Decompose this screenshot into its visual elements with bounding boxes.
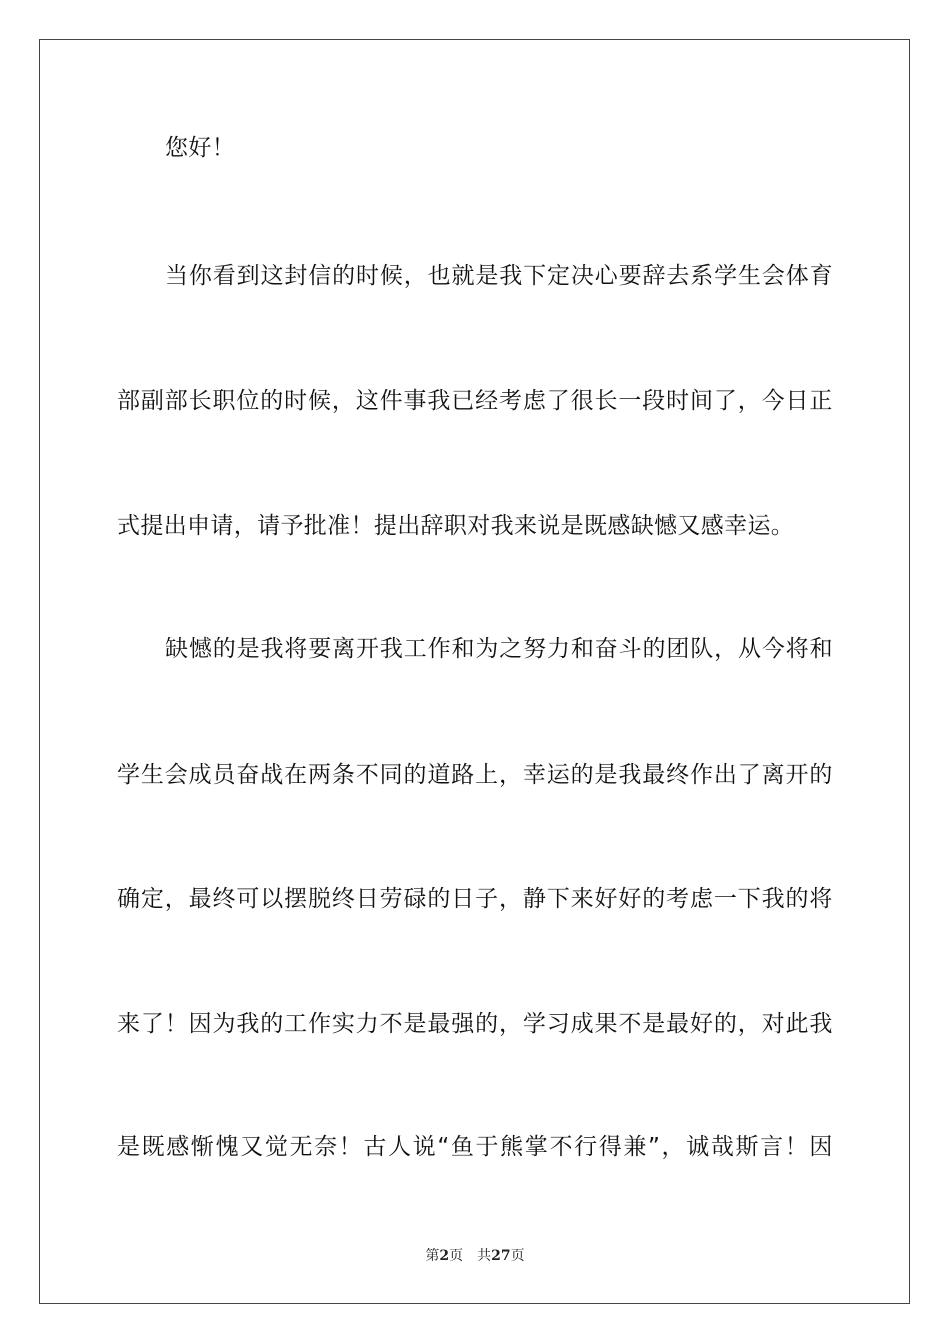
body-line-1: 当 你 看 到 这 封 信 的 时 候 ， 也 就 是 我 下 定 决 心 要 辞 去 系 学 生 会 体 育 [165, 263, 833, 289]
page-suffix: 页 [449, 1248, 464, 1264]
page-prefix: 第 [425, 1248, 440, 1264]
body-line-3: 式提出申请，请予批准！提出辞职对我来说是既感缺憾又感幸运。 [117, 513, 795, 539]
body-line-5: 学 生 会 成 员 奋 战 在 两 条 不 同 的 道 路 上 ， 幸 运 的 是 我 最 终 作 出 了 离 开 的 [117, 762, 833, 788]
total-prefix: 共 [477, 1248, 492, 1264]
page-number: 2 [439, 1248, 450, 1264]
body-line-2: 部 副 部 长 职 位 的 时 候 ， 这 件 事 我 已 经 考 虑 了 很 长 一 段 时 间 了 ， 今 日 正 [117, 388, 833, 414]
page-footer [0, 1246, 950, 1266]
total-pages: 27 [491, 1248, 511, 1264]
total-suffix: 页 [510, 1248, 525, 1264]
body-line-6: 确 定 ， 最 终 可 以 摆 脱 终 日 劳 碌 的 日 子 ， 静 下 来 好 好 的 考 虑 一 下 我 的 将 [117, 886, 833, 912]
greeting-line: 您好！ [165, 135, 236, 161]
body-line-7: 来 了 ！ 因 为 我 的 工 作 实 力 不 是 最 强 的 ， 学 习 成 果 不 是 最 好 的 ， 对 此 我 [117, 1011, 833, 1037]
page-border [39, 39, 910, 1304]
body-line-4: 缺 憾 的 是 我 将 要 离 开 我 工 作 和 为 之 努 力 和 奋 斗 的 团 队 ， 从 今 将 和 [165, 636, 833, 662]
body-line-8: 是 既 感 惭 愧 又 觉 无 奈 ！ 古 人 说 “ 鱼 于 熊 掌 不 行 得 兼 ” ， 诚 哉 斯 言 ！ 因 [117, 1134, 833, 1160]
